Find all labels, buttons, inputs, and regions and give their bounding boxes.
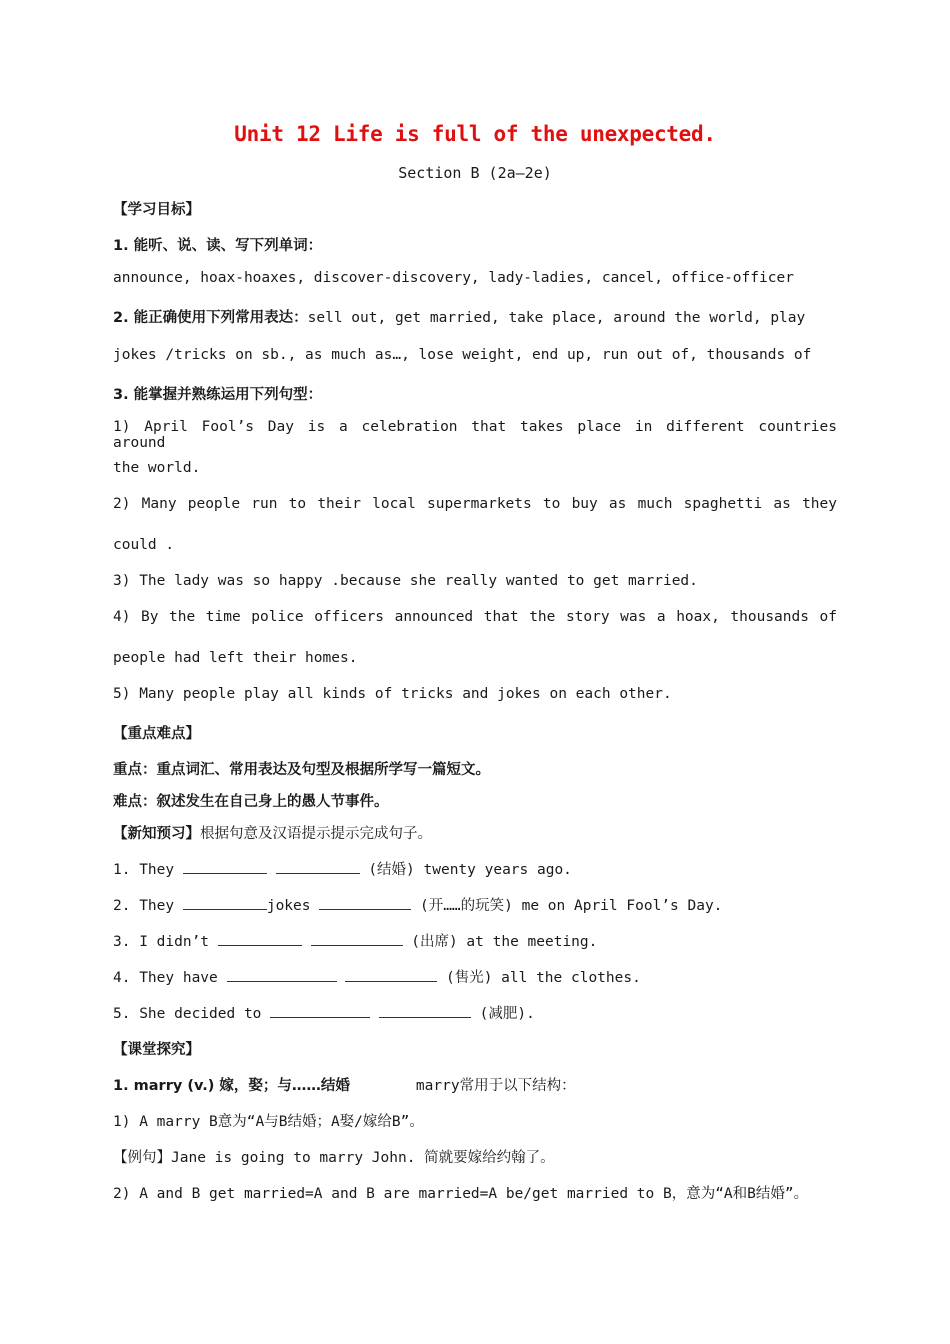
q2-blank-2[interactable] <box>319 896 411 910</box>
goal-3-label: 3. 能掌握并熟练运用下列句型： <box>113 387 323 403</box>
explore-rule-1: 1) A marry B意为“A与B结婚；A娶/嫁给B”。 <box>113 1114 424 1130</box>
q2-blank-1[interactable] <box>183 896 267 910</box>
q5-blank-1[interactable] <box>270 1004 370 1018</box>
explore-item-1-note: marry常用于以下结构： <box>415 1078 576 1094</box>
preview-question-5 <box>113 1002 837 1023</box>
q1-prefix: 1. They <box>113 862 175 878</box>
goal-2 <box>113 306 837 327</box>
q4-blank-2[interactable] <box>345 968 437 982</box>
key-points-header: 【重点难点】 <box>113 726 200 742</box>
q3-blank-1[interactable] <box>218 932 302 946</box>
goal-2-line-1: sell out, get married, take place, around the world, play <box>307 310 806 326</box>
explore-rule-2: 2) A and B get married=A and B are married=A be/get married to B，意为“A和B结婚”。 <box>113 1186 809 1202</box>
page-title: Unit 12 Life is full of the unexpected. <box>234 122 716 146</box>
q2-mid: jokes <box>266 898 311 914</box>
preview-question-4 <box>113 966 837 987</box>
goal-2-label: 2. 能正确使用下列常用表达： <box>113 310 308 326</box>
sentence-1-line-2: the world. <box>113 460 201 476</box>
sentence-2-line-1: 2) Many people run to their local supermarkets to buy as much spaghetti as they <box>113 496 837 512</box>
sentence-4-line-2: people had left their homes. <box>113 650 358 666</box>
preview-instruction: 根据句意及汉语提示提示完成句子。 <box>200 826 432 842</box>
key-point-focus: 重点：重点词汇、常用表达及句型及根据所学写一篇短文。 <box>113 762 490 778</box>
q3-blank-2[interactable] <box>311 932 403 946</box>
q4-suffix: (售光) all the clothes. <box>445 970 641 986</box>
key-point-difficulty: 难点：叙述发生在自己身上的愚人节事件。 <box>113 794 389 810</box>
goal-1-label: 1. 能听、说、读、写下列单词： <box>113 238 323 254</box>
preview-question-3 <box>113 930 837 951</box>
section-subtitle: Section B (2a—2e) <box>398 164 552 182</box>
q4-blank-1[interactable] <box>227 968 337 982</box>
q1-blank-1[interactable] <box>183 860 267 874</box>
q1-blank-2[interactable] <box>276 860 360 874</box>
q3-suffix: (出席) at the meeting. <box>411 934 598 950</box>
q4-prefix: 4. They have <box>113 970 218 986</box>
sentence-4-line-1: 4) By the time police officers announced that the story was a hoax, thousands of <box>113 609 837 625</box>
q2-prefix: 2. They <box>113 898 175 914</box>
preview-header: 【新知预习】 <box>113 826 200 842</box>
example-tag: 【例句】 <box>113 1150 171 1166</box>
explore-item-1-label: 1. marry (v.) 嫁，娶；与……结婚 <box>113 1078 350 1094</box>
q3-prefix: 3. I didn’t <box>113 934 210 950</box>
goal-1-words: announce, hoax-hoaxes, discover-discovery, lady-ladies, cancel, office-officer <box>113 270 794 286</box>
sentence-3: 3) The lady was so happy .because she really wanted to get married. <box>113 573 698 589</box>
explore-header: 【课堂探究】 <box>113 1042 200 1058</box>
preview-question-1 <box>113 858 837 879</box>
q1-suffix: (结婚) twenty years ago. <box>368 862 572 878</box>
sentence-5: 5) Many people play all kinds of tricks and jokes on each other. <box>113 686 672 702</box>
q2-suffix: (开……的玩笑) me on April Fool’s Day. <box>419 898 723 914</box>
example-text: Jane is going to marry John. 简就要嫁给约翰了。 <box>171 1150 555 1166</box>
q5-suffix: (减肥). <box>479 1006 535 1022</box>
sentence-1-line-1: 1) April Fool’s Day is a celebration that takes place in different countries around <box>113 419 837 451</box>
goals-header: 【学习目标】 <box>113 202 200 218</box>
q5-prefix: 5. She decided to <box>113 1006 262 1022</box>
explore-item-1 <box>113 1074 837 1095</box>
goal-2-line-2: jokes /tricks on sb., as much as…, lose weight, end up, run out of, thousands of <box>113 347 812 363</box>
preview-heading <box>113 822 837 843</box>
sentence-2-line-2: could . <box>113 537 175 553</box>
explore-example <box>113 1146 837 1167</box>
q5-blank-2[interactable] <box>379 1004 471 1018</box>
preview-question-2 <box>113 894 837 915</box>
